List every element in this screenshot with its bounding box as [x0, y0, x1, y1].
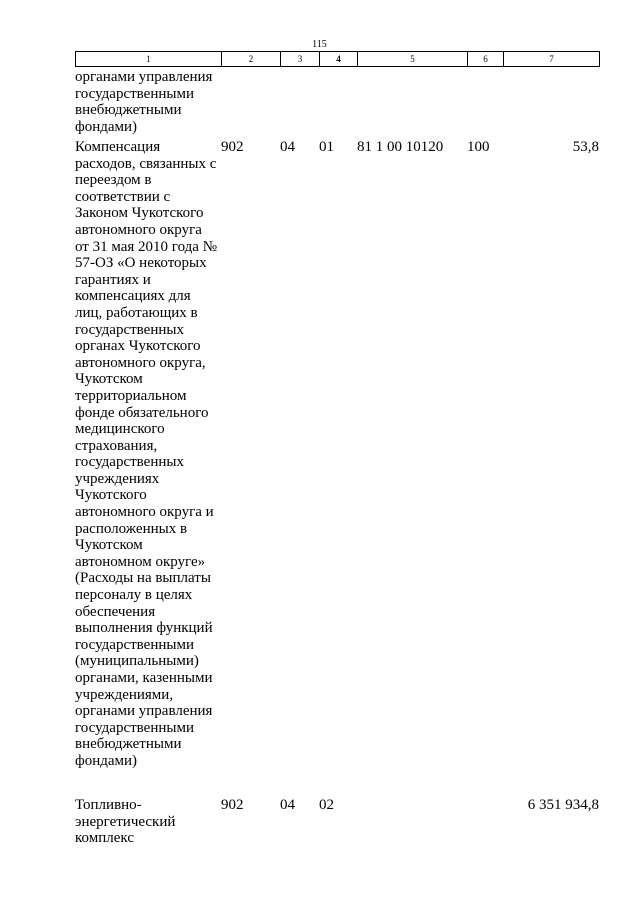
row-col3: 04: [280, 139, 295, 155]
table-header: [75, 51, 600, 67]
header-col-4: 4: [320, 52, 358, 67]
row-name: органами управления государственными внебюджетными фондами): [75, 69, 213, 135]
page-number: 115: [312, 39, 327, 50]
row-col2: 902: [221, 139, 244, 155]
row-col4: 01: [319, 139, 334, 155]
header-col-1: 1: [76, 52, 222, 67]
row-col7: 6 351 934,8: [527, 797, 599, 813]
row-col6: 100: [467, 139, 490, 155]
header-col-5: 5: [358, 52, 468, 67]
row-col3: 04: [280, 797, 295, 813]
row-col2: 902: [221, 797, 244, 813]
header-col-7: 7: [504, 52, 600, 67]
row-col4: 02: [319, 797, 334, 813]
header-col-2: 2: [222, 52, 281, 67]
row-col5: 81 1 00 10120: [357, 139, 444, 155]
row-name: Компенсация расходов, связанных с переездом в соответствии с Законом Чукотского автономного округа от 31 мая 2010 года № 57-ОЗ «О некоторых гарантиях и компенсациях для лиц, работающих в государственных органах Чукотского автономного округа, Чукотском территориальном фонде обязательного медицинского страхования, государственных учреждениях Чукотского автономного округа и расположенных в Чукотском автономном округе» (Расходы на выплаты персоналу в целях обеспечения выполнения функций государственными (муниципальными) органами, казенными учреждениями, органами управления государственными внебюджетными фондами): [75, 139, 218, 769]
row-name: Топливно- энергетический комплекс: [75, 797, 176, 847]
header-col-6: 6: [468, 52, 504, 67]
row-col7: 53,8: [572, 139, 599, 155]
header-col-3: 3: [281, 52, 320, 67]
